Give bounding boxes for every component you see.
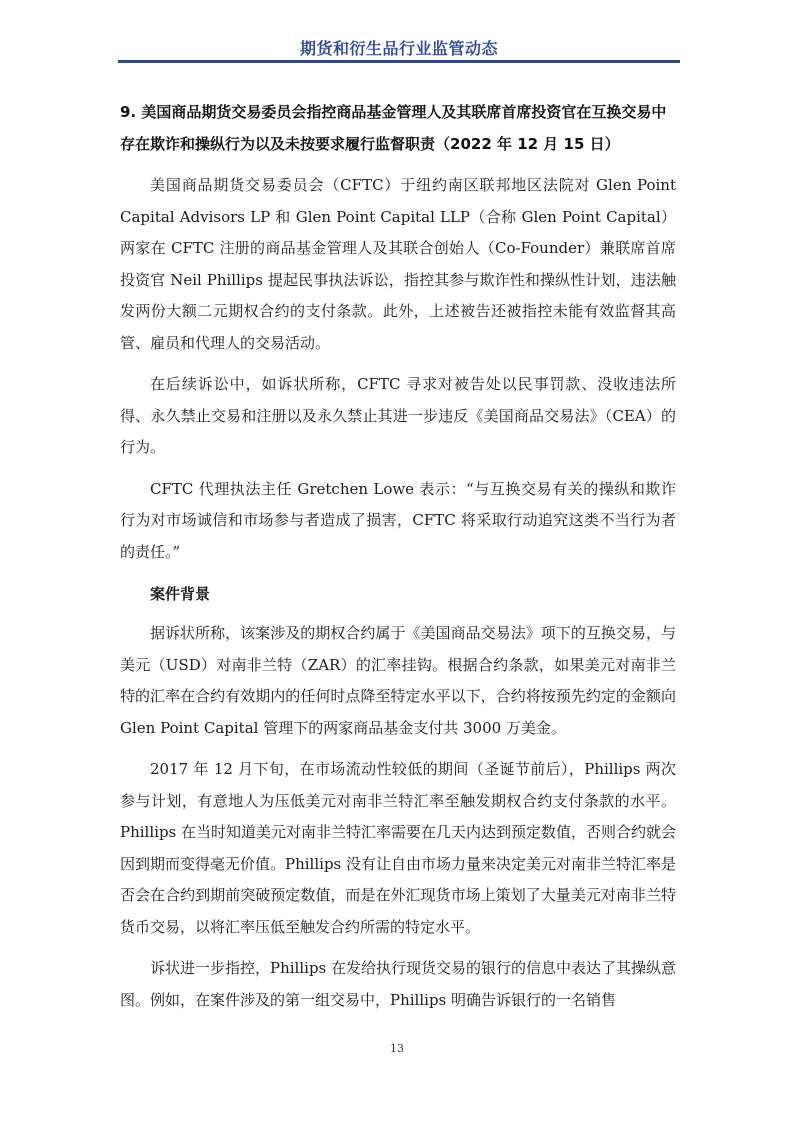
paragraph: 据诉状所称，该案涉及的期权合约属于《美国商品交易法》项下的互换交易，与美元（USD）对南非兰特（ZAR）的汇率挂钩。根据合约条款，如果美元对南非兰特的汇率在合约有效期内的任何时点降至特定水平以下，合约将按预先约定的金额向 Glen Point Capital 管理下的两家商品基金支付共 3000 万美金。 (120, 624, 676, 737)
article-body (120, 96, 676, 1026)
paragraph: 美国商品期货交易委员会（CFTC）于纽约南区联邦地区法院对 Glen Point Capital Advisors LP 和 Glen Point Capital LLP（合称 Glen Point Capital）两家在 CFTC 注册的商品基金管理人及其联合创始人（Co-Founder）兼联席首席投资官 Neil Phillips 提起民事执法诉讼，指控其参与欺诈性和操纵性计划，违法触发两份大额二元期权合约的支付条款。此外，上述被告还被指控未能有效监督其高管、雇员和代理人的交易活动。 (120, 176, 676, 352)
article-title: 9. 美国商品期货交易委员会指控商品基金管理人及其联席首席投资官在互换交易中存在欺诈和操纵行为以及未按要求履行监督职责（2022 年 12 月 15 日） (120, 103, 667, 153)
paragraph: 2017 年 12 月下旬，在市场流动性较低的期间（圣诞节前后），Phillips 两次参与计划，有意地人为压低美元对南非兰特汇率至触发期权合约支付条款的水平。Phillips 在当时知道美元对南非兰特汇率需要在几天内达到预定数值，否则合约就会因到期而变得毫无价值。Phillips 没有让自由市场力量来决定美元对南非兰特汇率是否会在合约到期前突破预定数值，而是在外汇现货市场上策划了大量美元对南非兰特货币交易，以将汇率压低至触发合约所需的特定水平。 (120, 760, 677, 936)
paragraph: 在后续诉讼中，如诉状所称，CFTC 寻求对被告处以民事罚款、没收违法所得、永久禁止交易和注册以及永久禁止其进一步违反《美国商品交易法》（CEA）的行为。 (120, 375, 676, 456)
header-rule (118, 60, 680, 63)
paragraph: 诉状进一步指控，Phillips 在发给执行现货交易的银行的信息中表达了其操纵意图。例如，在案件涉及的第一组交易中，Phillips 明确告诉银行的一名销售 (120, 959, 677, 1009)
running-header: 期货和衍生品行业监管动态 (299, 39, 498, 58)
paragraph: CFTC 代理执法主任 Gretchen Lowe 表示：“与互换交易有关的操纵和欺诈行为对市场诚信和市场参与者造成了损害，CFTC 将采取行动追究这类不当行为者的责任。” (120, 479, 676, 561)
section-heading: 案件背景 (150, 585, 211, 603)
page-number: 13 (390, 1042, 404, 1055)
